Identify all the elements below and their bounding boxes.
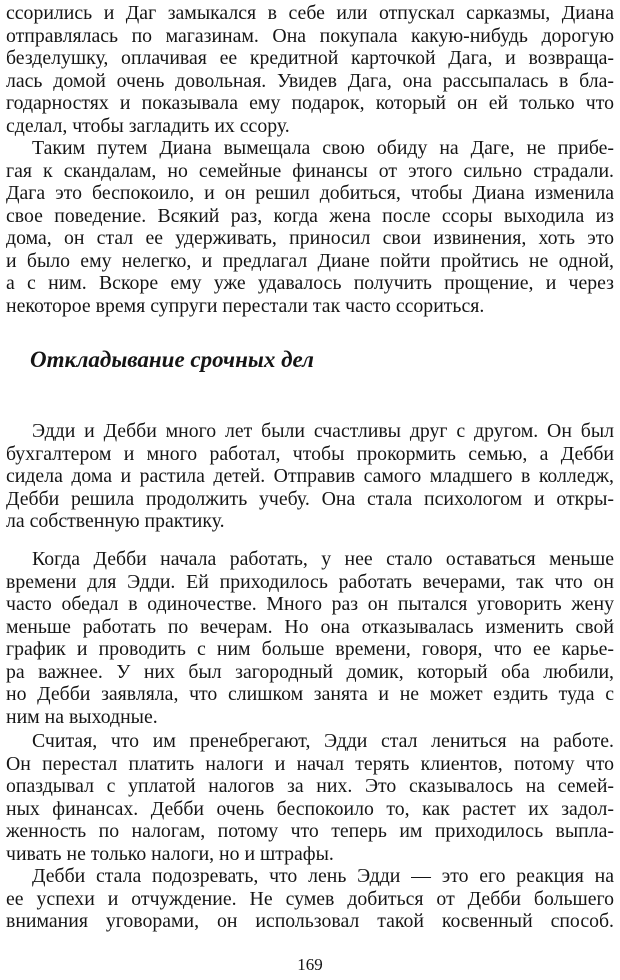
text-line: часто обедал в одиночестве. Много раз он пытался уговорить жену bbox=[6, 593, 614, 615]
text-line: Считая, что им пренебрегают, Эдди стал лениться на работе. bbox=[32, 730, 614, 752]
text-line: но Дебби заявляла, что слишком занята и не может ездить туда с bbox=[6, 683, 614, 705]
text-line: лась домой очень довольная. Увидев Дага, она рассыпалась в бла- bbox=[6, 69, 614, 92]
text-line: внимания уговорами, он использовал такой косвенный способ. bbox=[6, 910, 614, 932]
text-line: Дага это беспокоило, и он решил добиться, чтобы Диана изменила bbox=[6, 182, 614, 204]
text-line: Дебби решила продолжить учебу. Она стала психологом и откры- bbox=[6, 487, 614, 510]
text-line: безделушку, оплачивая ее кредитной карточкой Дага, и возвраща- bbox=[6, 47, 614, 69]
text-line: некоторое время супруги перестали так часто ссориться. bbox=[6, 294, 485, 317]
text-line: ных финансах. Дебби очень беспокоило то, как растет их задол- bbox=[6, 797, 614, 820]
text-line: сделал, чтобы загладить их ссору. bbox=[6, 114, 290, 137]
text-line: Дебби стала подозревать, что лень Эдди — это его реакция на bbox=[32, 865, 614, 887]
text-line: график и проводить с ним больше времени, говоря, что ее карье- bbox=[6, 638, 614, 660]
text-line: меньше работать по вечерам. Но она отказывалась изменить свой bbox=[6, 615, 614, 638]
text-line: ла собственную практику. bbox=[6, 510, 225, 532]
text-line: свое поведение. Всякий раз, когда жена после ссоры выходила из bbox=[6, 204, 614, 227]
text-line: гая к скандалам, но семейные финансы от этого сильно страдали. bbox=[6, 159, 614, 182]
text-line: сидела дома и растила детей. Отправив самого младшего в колледж, bbox=[6, 465, 614, 487]
text-line: ра важнее. У них был загородный домик, который оба любили, bbox=[6, 660, 614, 683]
text-line: а с ним. Вскоре ему уже удавалось получить прощение, и через bbox=[6, 272, 614, 294]
text-line: чивать не только налоги, но и штрафы. bbox=[6, 842, 334, 865]
text-line: ее успехи и отчуждение. Не сумев добиться от Дебби большего bbox=[6, 887, 614, 910]
section-heading: Откладывание срочных дел bbox=[30, 347, 314, 372]
text-line: опаздывал с уплатой налогов за них. Это сказывалось на семей- bbox=[6, 775, 614, 797]
text-line: времени для Эдди. Ей приходилось работать вечерами, так что он bbox=[6, 570, 614, 593]
text-line: ним на выходные. bbox=[6, 705, 158, 728]
text-line: Когда Дебби начала работать, у нее стало оставаться меньше bbox=[32, 548, 614, 570]
text-line: женность по налогам, потому что теперь им приходилось выпла- bbox=[6, 820, 614, 842]
text-line: ссорились и Даг замыкался в себе или отпускал сарказмы, Диана bbox=[6, 2, 614, 24]
text-line: отправлялась по магазинам. Она покупала какую-нибудь дорогую bbox=[6, 24, 614, 47]
text-line: дома, он стал ее удерживать, приносил свои извинения, хоть это bbox=[6, 227, 614, 249]
text-line: Таким путем Диана вымещала свою обиду на Даге, не прибе- bbox=[32, 137, 614, 159]
text-line: годарностях и показывала ему подарок, который он ей только что bbox=[6, 92, 614, 114]
text-line: Он перестал платить налоги и начал терять клиентов, потому что bbox=[6, 752, 614, 775]
text-line: бухгалтером и много работал, чтобы прокормить семью, а Дебби bbox=[6, 442, 614, 465]
text-line: и было ему нелегко, и предлагал Диане пойти пройтись не одной, bbox=[6, 249, 614, 272]
page-number: 169 bbox=[297, 955, 323, 974]
text-line: Эдди и Дебби много лет были счастливы друг с другом. Он был bbox=[32, 420, 614, 442]
